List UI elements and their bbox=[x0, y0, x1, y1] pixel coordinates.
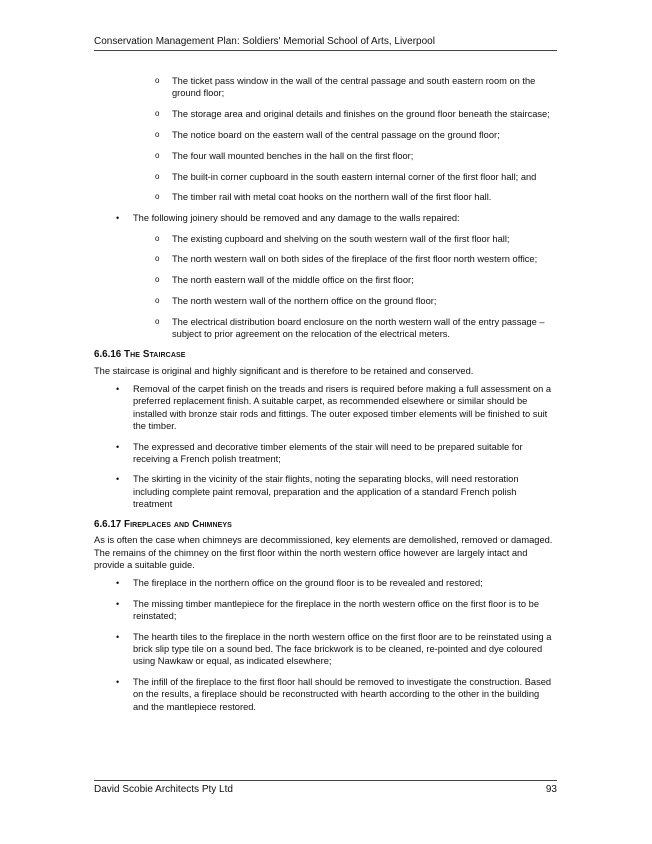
bullet-icon: • bbox=[116, 676, 120, 687]
list-item: o The north western wall on both sides of the fireplace of the first floor north western office; bbox=[155, 254, 538, 265]
section-heading-fireplaces bbox=[94, 519, 557, 532]
section-title: Fireplaces and Chimneys bbox=[123, 518, 232, 530]
sub-bullet-icon: o bbox=[155, 295, 160, 305]
removed-joinery-list bbox=[94, 233, 557, 341]
list-item: o The four wall mounted benches in the hall on the first floor; bbox=[155, 150, 414, 161]
list-item: • The missing timber mantlepiece for the fireplace in the north western office on the first floor is to be reinstated; bbox=[116, 598, 539, 622]
list-item: o The built-in corner cupboard in the south eastern internal corner of the first floor hall; and bbox=[155, 171, 537, 182]
list-item: o The ticket pass window in the wall of the central passage and south eastern room on the ground floor; bbox=[155, 76, 536, 99]
section-number: 6.6.16 bbox=[94, 348, 122, 360]
list-item: • The infill of the fireplace to the first floor hall should be removed to investigate the construction. Based on the results, a fireplace should be reconstructed with hearth according to the other in the building and the mantlepiece restored. bbox=[116, 676, 552, 712]
fireplaces-intro: As is often the case when chimneys are decommissioned, key elements are demolished, removed or damaged. The remains of the chimney on the first floor within the north western office however are largely intact and provide a suitable guide. bbox=[94, 535, 553, 571]
page-number: 93 bbox=[545, 784, 557, 795]
retained-joinery-list bbox=[94, 75, 557, 204]
list-item: • The hearth tiles to the fireplace in the north western office on the first floor are to be reinstated using a brick slip type tile on a sound bed. The face brickwork is to be cleaned, re-pointed and dye coloured using Nawkaw or equal, as indicated elsewhere; bbox=[116, 631, 552, 667]
list-item: o The north western wall of the northern office on the ground floor; bbox=[155, 295, 437, 306]
list-item: o The electrical distribution board enclosure on the north western wall of the entry passage – subject to prior agreement on the relocation of the electrical meters. bbox=[155, 316, 545, 340]
bullet-icon: • bbox=[116, 578, 120, 589]
sub-bullet-icon: o bbox=[155, 130, 160, 139]
bullet-icon: • bbox=[116, 441, 120, 452]
joinery-removal-bullet: • The following joinery should be removed and any damage to the walls repaired: bbox=[116, 213, 460, 224]
page-footer bbox=[94, 780, 557, 796]
list-item: o The north eastern wall of the middle office on the first floor; bbox=[155, 275, 414, 286]
list-item: o The notice board on the eastern wall of the central passage on the ground floor; bbox=[155, 130, 500, 140]
section-title: The Staircase bbox=[123, 348, 186, 360]
list-item: • Removal of the carpet finish on the treads and risers is required before making a full assessment on a preferred replacement finish. A suitable carpet, as recommended elsewhere or similar should be installed with bronze stair rods and fittings. The outer exposed timber elements will be finished to suit the timber. bbox=[116, 383, 552, 432]
sub-bullet-icon: o bbox=[155, 275, 160, 285]
list-item: o The existing cupboard and shelving on the south western wall of the first floor hall; bbox=[155, 233, 510, 244]
sub-bullet-icon: o bbox=[155, 192, 160, 202]
list-item: o The storage area and original details and finishes on the ground floor beneath the staircase; bbox=[155, 109, 550, 120]
section-heading-staircase bbox=[94, 349, 557, 362]
bullet-icon: • bbox=[116, 383, 120, 394]
bullet-icon: • bbox=[116, 474, 120, 485]
sub-bullet-icon: o bbox=[155, 254, 160, 264]
bullet-icon: • bbox=[116, 598, 120, 609]
sub-bullet-icon: o bbox=[155, 150, 160, 160]
page-header bbox=[94, 36, 557, 51]
sub-bullet-icon: o bbox=[155, 76, 160, 85]
page-content bbox=[94, 75, 557, 721]
bullet-icon: • bbox=[116, 631, 120, 642]
sub-bullet-icon: o bbox=[155, 233, 160, 243]
footer-company: David Scobie Architects Pty Ltd bbox=[94, 784, 233, 795]
staircase-intro: The staircase is original and highly significant and is therefore to be retained and conserved. bbox=[94, 365, 474, 376]
bullet-icon: • bbox=[116, 213, 120, 224]
header-title: Conservation Management Plan: Soldiers' Memorial School of Arts, Liverpool bbox=[94, 36, 435, 47]
sub-bullet-icon: o bbox=[155, 109, 160, 119]
list-item: • The expressed and decorative timber elements of the stair will need to be prepared suitable for receiving a French polish treatment; bbox=[116, 441, 523, 465]
sub-bullet-icon: o bbox=[155, 171, 160, 181]
section-number: 6.6.17 bbox=[94, 518, 122, 530]
sub-bullet-icon: o bbox=[155, 316, 160, 326]
list-item: o The timber rail with metal coat hooks on the northern wall of the first floor hall. bbox=[155, 192, 492, 203]
list-item: • The skirting in the vicinity of the stair flights, noting the separating blocks, will need restoration including complete paint removal, preparation and the application of a standard French polish treatment bbox=[116, 474, 519, 510]
list-item: • The fireplace in the northern office on the ground floor is to be revealed and restored; bbox=[116, 578, 483, 589]
